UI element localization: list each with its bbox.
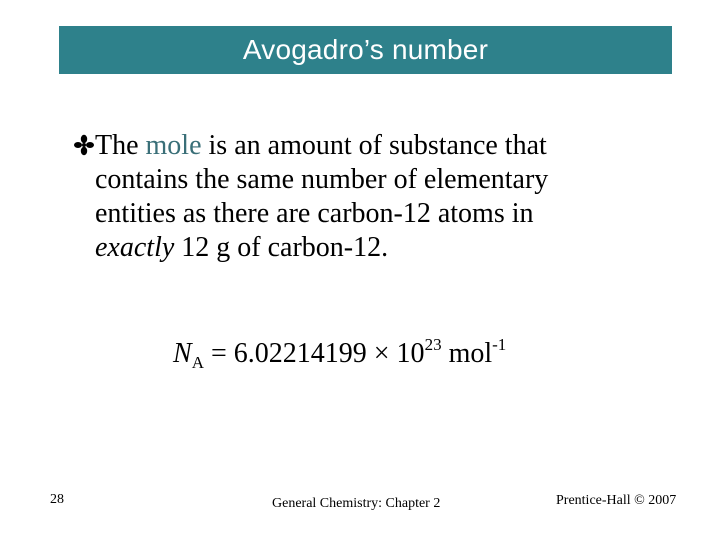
bullet-line-3: entities as there are carbon-12 atoms in	[95, 198, 534, 229]
bullet-line-1: The mole is an amount of substance that	[95, 130, 547, 161]
bullet-paragraph	[74, 129, 674, 265]
diamond-fleuron-icon	[74, 134, 94, 156]
formula-value: = 6.02214199 × 10	[203, 338, 425, 369]
formula-unit: mol	[441, 338, 493, 369]
bullet-line-4: exactly 12 g of carbon-12.	[95, 232, 389, 263]
formula-subscript: A	[191, 353, 204, 372]
title-bar	[59, 26, 672, 74]
formula-symbol: N	[173, 338, 192, 369]
term-mole: mole	[145, 130, 202, 161]
formula-unit-exponent: -1	[492, 335, 507, 354]
slide-title: Avogadro’s number	[242, 34, 489, 65]
formula-exponent: 23	[424, 335, 442, 354]
footer-course: General Chemistry: Chapter 2	[272, 496, 441, 511]
bullet-line-2: contains the same number of elementary	[95, 164, 549, 195]
slide-number: 28	[50, 492, 64, 507]
avogadro-formula	[173, 335, 506, 373]
emphasis-exactly: exactly	[95, 232, 175, 263]
footer-copyright: Prentice-Hall © 2007	[556, 493, 677, 508]
